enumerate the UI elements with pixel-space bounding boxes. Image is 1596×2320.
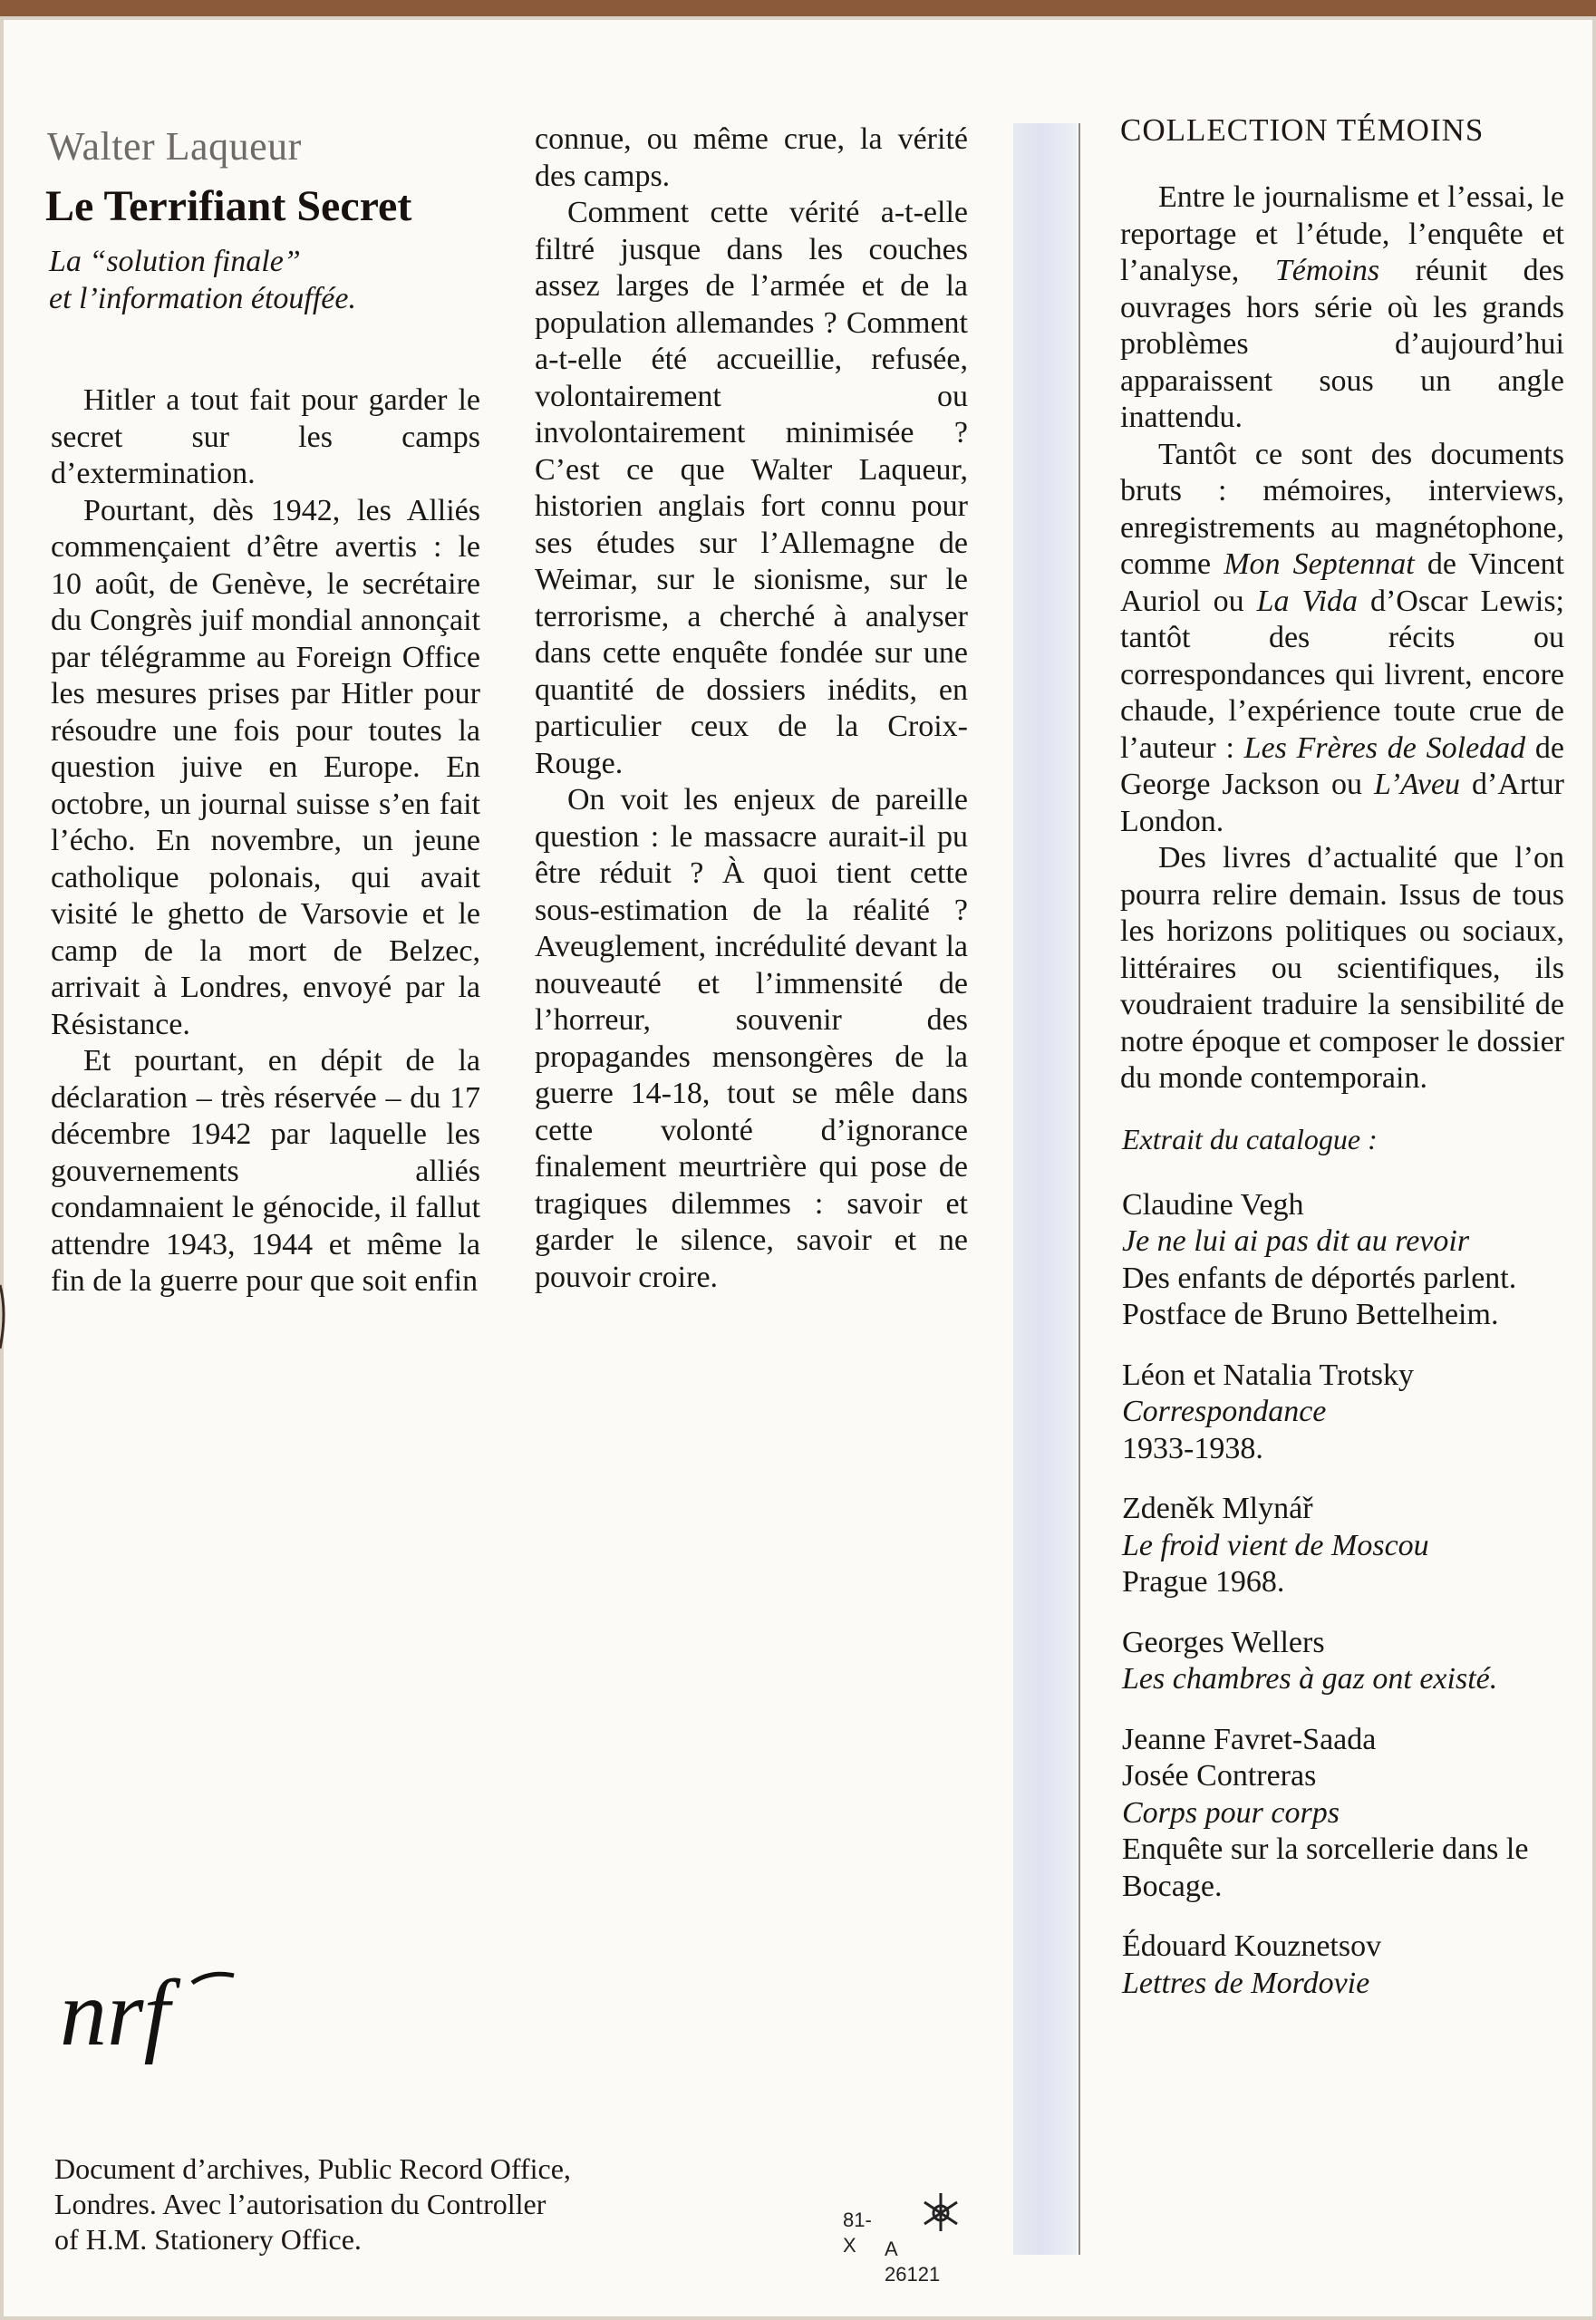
column-divider-line xyxy=(1079,123,1080,2255)
catalog-entry xyxy=(1122,1491,1564,1601)
collection-column xyxy=(1120,112,1564,2025)
catalog-note: Des enfants de déportés parlent. Postface de Bruno Bettelheim. xyxy=(1122,1261,1517,1331)
credit-line: Londres. Avec l’autorisation du Controller xyxy=(54,2188,547,2220)
catalog-title: Je ne lui ai pas dit au revoir xyxy=(1122,1224,1470,1258)
catalog-entry xyxy=(1122,1625,1564,1698)
catalog-author: Jeanne Favret-Saada xyxy=(1122,1722,1377,1756)
subtitle-line-1: La “solution finale” xyxy=(49,245,301,278)
catalog-title: Corps pour corps xyxy=(1122,1795,1340,1830)
collection-paragraph: Tantôt ce sont des documents bruts : mémoires, interviews, enregistrements au magnétophone, comme Mon Septennat de Vincent Auriol ou La Vida d’Oscar Lewis; tantôt des récits ou correspondances qui livrent, encore chaude, l’expérience toute crue de l’auteur : Les Frères de Soledad de George Jackson ou L’Aveu d’Artur London. xyxy=(1120,437,1565,838)
code-line-2: A 26121 xyxy=(885,2238,941,2286)
blurb-paragraph: Et pourtant, en dépit de la déclaration – très réservée – du 17 décembre 1942 par laquelle les gouvernements alliés condamnaient le génocide, il fallut attendre 1943, 1944 et même la fin de la guerre pour que soit enfin xyxy=(51,1044,480,1298)
catalog-coauthor: Josée Contreras xyxy=(1122,1759,1317,1793)
svg-text:nrf: nrf xyxy=(60,1968,170,2065)
catalog-label: Extrait du catalogue : xyxy=(1122,1122,1378,1155)
nrf-logo-mark xyxy=(56,1968,265,2077)
catalog-author: Léon et Natalia Trotsky xyxy=(1122,1358,1415,1392)
catalog-author: Édouard Kouznetsov xyxy=(1122,1929,1382,1963)
catalog-entry xyxy=(1122,1722,1564,1906)
catalog-title: Correspondance xyxy=(1122,1395,1327,1428)
nrf-logo xyxy=(56,1968,265,2082)
collection-paragraph: Des livres d’actualité que l’on pourra relire demain. Issus de tous les horizons politiques ou sociaux, littéraires ou scientifiques, ils voudraient traduire la sensibilité de notre époque et composer le dossier du monde contemporain. xyxy=(1120,841,1564,1095)
author-name: Walter Laqueur xyxy=(47,124,302,169)
catalog-author: Claudine Vegh xyxy=(1122,1187,1304,1222)
blurb-paragraph: connue, ou même crue, la vérité des camps. xyxy=(535,122,968,193)
blurb-paragraph: On voit les enjeux de pareille question : le massacre aurait-il pu être réduit ? À quoi tient cette sous-estimation de la réalité ? Aveuglement, incrédulité devant la nouveauté et l’immensité de l’horreur, souvenir des propagandes mensongères de la guerre 14-18, tout se mêle dans cette volonté d’ignorance finalement meurtrière qui pose de tragiques dilemmes : savoir et garder le silence, savoir et ne pouvoir croire. xyxy=(535,783,968,1294)
collection-description xyxy=(1120,179,1564,1097)
catalog-title: Les chambres à gaz ont existé. xyxy=(1122,1662,1498,1696)
blurb-paragraph: Comment cette vérité a-t-elle filtré jusque dans les couches assez larges de l’armée et de la population allemandes ? Comment a-t-elle été accueillie, refusée, volontairement ou involontairement minimisée ? C’est ce que Walter Laqueur, historien anglais fort connu pour ses études sur l’Allemagne de Weimar, sur le sionisme, sur le terrorisme, a cherché à analyser dans cette enquête fondée sur une quantité de dossiers inédits, en particulier ceux de la Croix-Rouge. xyxy=(535,196,968,780)
catalog-entry xyxy=(1122,1187,1564,1334)
catalog-entry xyxy=(1122,1358,1564,1468)
blurb-paragraph: Pourtant, dès 1942, les Alliés commençaient d’être avertis : le 10 août, de Genève, le secrétaire du Congrès juif mondial annonçait par télégramme au Foreign Office les mesures prises par Hitler pour résoudre une fois pour toutes la question juive en Europe. En octobre, un journal suisse s’en fait l’écho. En novembre, un jeune catholique polonais, qui avait visité le ghetto de Varsovie et le camp de la mort de Belzec, arrivait à Londres, envoyé par la Résistance. xyxy=(51,493,480,1041)
catalog-author: Georges Wellers xyxy=(1122,1625,1325,1659)
blurb-column-1 xyxy=(51,382,480,1300)
catalog-title: Lettres de Mordovie xyxy=(1122,1966,1370,2000)
publisher-emblem-icon xyxy=(914,2190,968,2237)
subtitle-line-2: et l’information étouffée. xyxy=(49,282,356,315)
blurb-paragraph: Hitler a tout fait pour garder le secret sur les camps d’extermination. xyxy=(51,383,480,490)
book-subtitle xyxy=(49,243,356,317)
catalog-entry xyxy=(1122,1928,1564,2002)
catalog-note: Prague 1968. xyxy=(1122,1565,1285,1599)
credit-line: Document d’archives, Public Record Office, xyxy=(54,2152,571,2185)
archive-credit xyxy=(54,2151,743,2257)
catalog-author: Zdeněk Mlynář xyxy=(1122,1492,1313,1525)
collection-paragraph: Entre le journalisme et l’essai, le reportage et l’étude, l’enquête et l’analyse, Témoins réunit des ouvrages hors série où les grands problèmes d’aujourd’hui apparaissent sous un angle inattendu. xyxy=(1120,180,1564,434)
book-title: Le Terrifiant Secret xyxy=(45,182,412,230)
catalog-note: Enquête sur la sorcellerie dans le Bocage. xyxy=(1122,1832,1529,1903)
credit-line: of H.M. Stationery Office. xyxy=(54,2223,362,2256)
code-line-1: 81-X xyxy=(843,2209,872,2257)
series-heading: COLLECTION TÉMOINS xyxy=(1120,112,1485,148)
column-divider-band xyxy=(1013,123,1077,2255)
catalog-note: 1933-1938. xyxy=(1122,1431,1263,1465)
catalog-title: Le froid vient de Moscou xyxy=(1122,1528,1429,1562)
book-back-cover xyxy=(0,16,1596,2320)
blurb-column-2 xyxy=(535,121,968,1296)
